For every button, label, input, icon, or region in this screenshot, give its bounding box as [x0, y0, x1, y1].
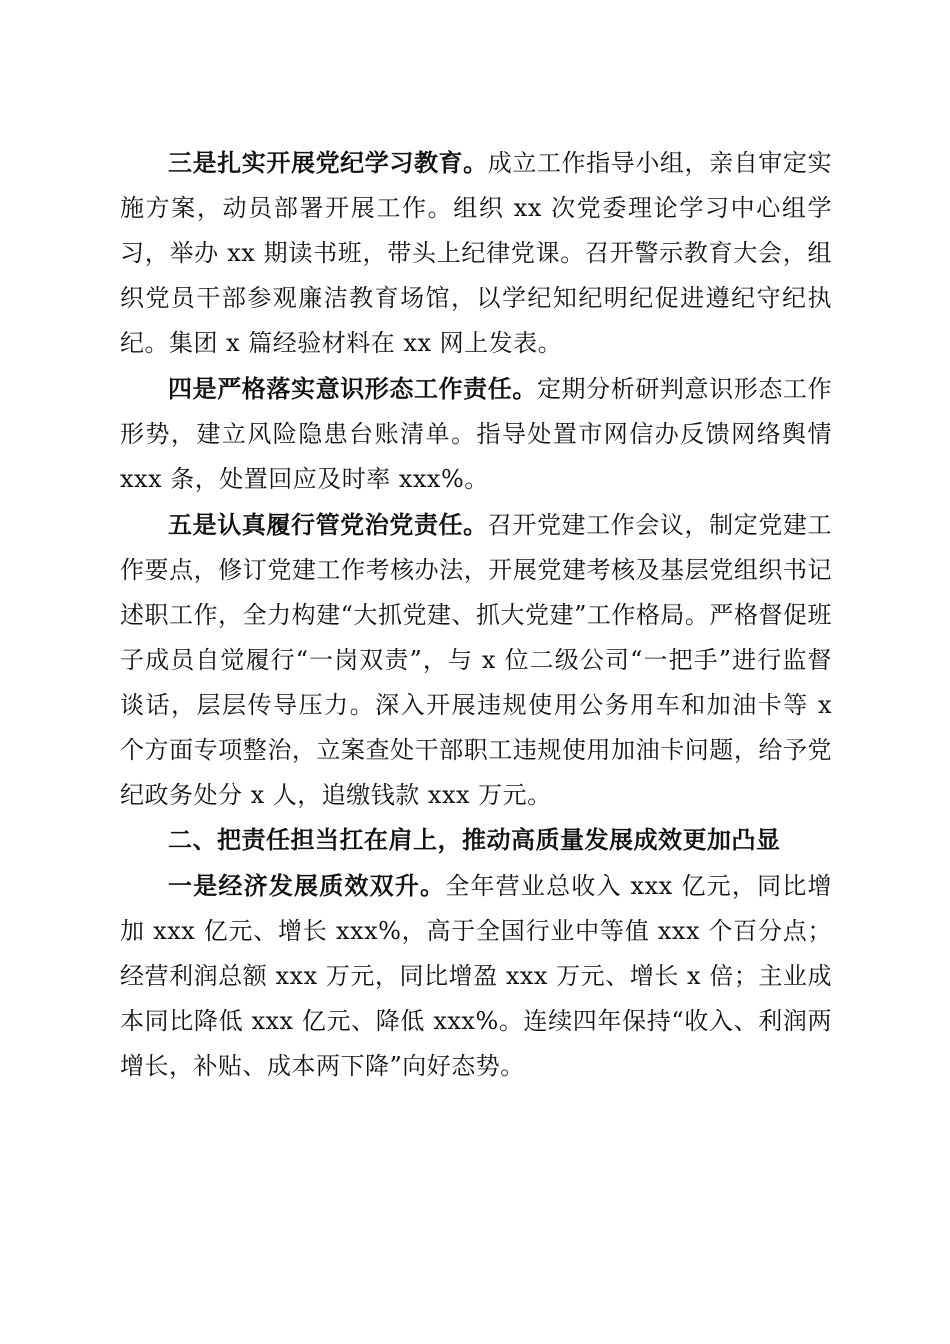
paragraph-text: 召开党建工作会议，制定党建工作要点，修订党建工作考核办法，开展党建考核及基层党组织书记述职工作，全力构建“大抓党建、抓大党建”工作格局。严格督促班子成员自觉履行“一岗双责”，与 x 位二级公司“一把手”进行监督谈话，层层传导压力。深入开展违规使用公务用车和加油卡等 x 个方面专项整治，立案查处干部职工违规使用加油卡问题，给予党纪政务处分 x 人，追缴钱款 xxx 万元。: [120, 511, 832, 809]
section-heading: 二、把责任担当扛在肩上，推动高质量发展成效更加凸显: [168, 826, 781, 854]
paragraph-text: 成立工作指导小组，亲自审定实施方案，动员部署开展工作。组织 xx 次党委理论学习中心组学习，举办 xx 期读书班，带头上纪律党课。召开警示教育大会，组织党员干部参观廉洁教育场馆，以学纪知纪明纪促进遵纪守纪执纪。集团 x 篇经验材料在 xx 网上发表。: [120, 149, 832, 357]
paragraph-ideology-responsibility: [120, 366, 832, 502]
paragraph-text: 全年营业总收入 xxx 亿元，同比增加 xxx 亿元、增长 xxx%，高于全国行业中等值 xxx 个百分点；经营利润总额 xxx 万元，同比增盈 xxx 万元、增长 x 倍；主业成本同比降低 xxx 亿元、降低 xxx%。连续四年保持“收入、利润两增长，补贴、成本两下降”向好态势。: [120, 872, 832, 1080]
paragraph-party-governance-responsibility: [120, 502, 832, 818]
paragraph-lead: 一是经济发展质效双升。: [168, 871, 446, 900]
paragraph-lead: 四是严格落实意识形态工作责任。: [168, 374, 537, 403]
paragraph-party-discipline-education: [120, 140, 832, 366]
paragraph-lead: 三是扎实开展党纪学习教育。: [168, 148, 488, 177]
paragraph-economic-development: [120, 863, 832, 1089]
paragraph-text: 定期分析研判意识形态工作形势，建立风险隐患台账清单。指导处置市网信办反馈网络舆情 xxx 条，处置回应及时率 xxx%。: [120, 375, 833, 493]
paragraph-lead: 五是认真履行管党治党责任。: [168, 510, 488, 539]
document-body: [120, 140, 832, 1089]
